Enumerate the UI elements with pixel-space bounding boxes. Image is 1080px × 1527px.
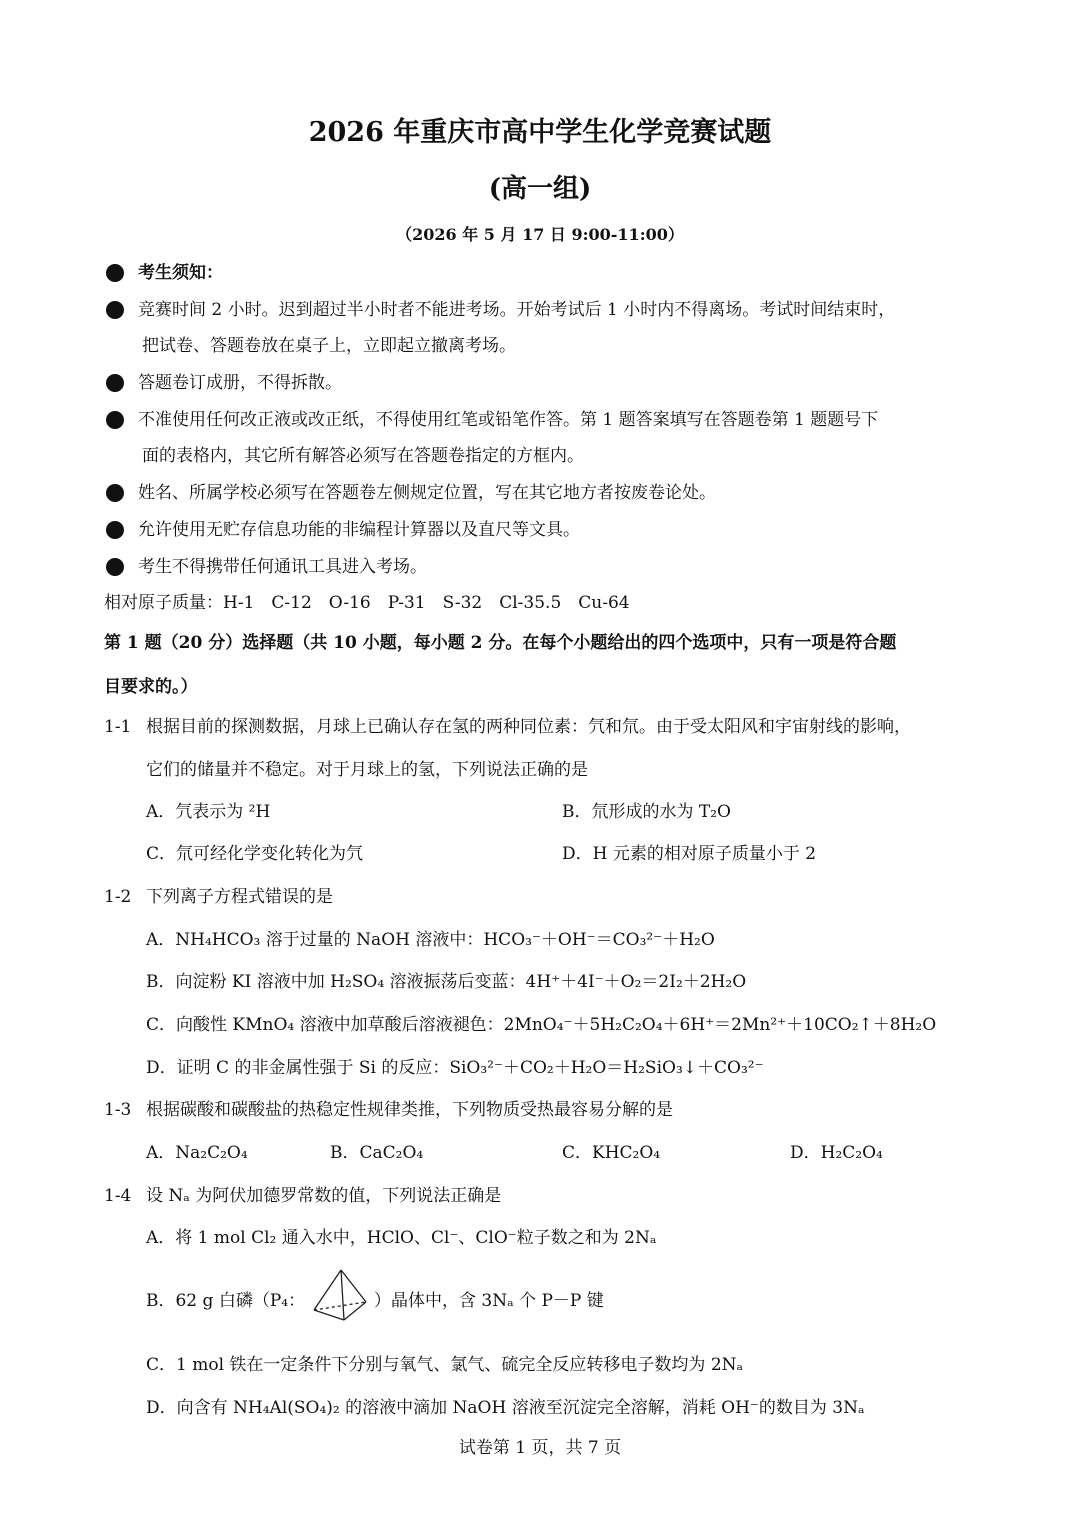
notice-item: 考生不得携带任何通讯工具进入考场。 (138, 557, 427, 577)
option-b: B．氘形成的水为 T₂O (562, 802, 731, 822)
section-heading: 目要求的。） (104, 677, 198, 697)
option-b-part2: ）晶体中，含 3Nₐ 个 P－P 键 (374, 1291, 604, 1311)
notice-item: 把试卷、答题卷放在桌子上，立即起立撤离考场。 (142, 336, 516, 356)
section-heading: 第 1 题（20 分）选择题（共 10 小题，每小题 2 分。在每个小题给出的四个选项中，只有一项是符合题 (104, 633, 897, 653)
option-c: C．氘可经化学变化转化为氕 (146, 844, 364, 864)
notice-item: 不准使用任何改正液或改正纸，不得使用红笔或铅笔作答。第 1 题答案填写在答题卷第 1 题题号下 (138, 410, 879, 430)
bullet-icon (106, 521, 124, 539)
option-d: D．H 元素的相对原子质量小于 2 (562, 844, 817, 864)
option-a: A．Na₂C₂O₄ (146, 1143, 248, 1163)
notice-item: 允许使用无贮存信息功能的非编程计算器以及直尺等文具。 (138, 520, 580, 540)
question-stem: 它们的储量并不稳定。对于月球上的氢，下列说法正确的是 (146, 760, 588, 780)
atomic-masses: 相对原子质量：H-1 C-12 O-16 P-31 S-32 Cl-35.5 Cu-64 (104, 593, 630, 613)
page-footer: 试卷第 1 页，共 7 页 (458, 1438, 622, 1458)
question-number: 1-3 (104, 1100, 132, 1120)
option-d: D．证明 C 的非金属性强于 Si 的反应：SiO₃²⁻＋CO₂＋H₂O＝H₂SiO₃↓＋CO₃²⁻ (146, 1058, 764, 1078)
option-a: A．氕表示为 ²H (146, 802, 271, 822)
bullet-icon (106, 264, 124, 282)
question-stem: 根据碳酸和碳酸盐的热稳定性规律类推，下列物质受热最容易分解的是 (146, 1100, 673, 1120)
question-stem: 设 Nₐ 为阿伏加德罗常数的值，下列说法正确是 (146, 1186, 502, 1206)
notice-item: 竞赛时间 2 小时。迟到超过半小时者不能进考场。开始考试后 1 小时内不得离场。考试时间结束时， (138, 300, 896, 320)
question-stem: 下列离子方程式错误的是 (146, 887, 333, 907)
option-d: D．H₂C₂O₄ (790, 1143, 883, 1163)
page-subtitle: (高一组) (488, 174, 592, 204)
notice-item: 姓名、所属学校必须写在答题卷左侧规定位置，写在其它地方者按废卷论处。 (138, 483, 716, 503)
option-d: D．向含有 NH₄Al(SO₄)₂ 的溶液中滴加 NaOH 溶液至沉淀完全溶解，消耗 OH⁻的数目为 3Nₐ (146, 1398, 865, 1418)
bullet-icon (106, 301, 124, 319)
question-stem: 根据目前的探测数据，月球上已确认存在氢的两种同位素：氕和氘。由于受太阳风和宇宙射线的影响， (146, 717, 911, 737)
option-c: C．1 mol 铁在一定条件下分别与氧气、氯气、硫完全反应转移电子数均为 2Nₐ (146, 1355, 744, 1375)
option-c: C．KHC₂O₄ (562, 1143, 661, 1163)
notice-heading: 考生须知： (138, 263, 223, 283)
question-number: 1-2 (104, 887, 132, 907)
white-phosphorus-tetrahedron-icon (308, 1266, 374, 1326)
exam-date: （2026 年 5 月 17 日 9:00-11:00） (396, 225, 684, 244)
option-b: B．CaC₂O₄ (330, 1143, 424, 1163)
bullet-icon (106, 411, 124, 429)
notice-item: 面的表格内，其它所有解答必须写在答题卷指定的方框内。 (142, 446, 584, 466)
question-number: 1-1 (104, 717, 132, 737)
page-title: 2026 年重庆市高中学生化学竞赛试题 (308, 117, 772, 148)
option-b: B．向淀粉 KI 溶液中加 H₂SO₄ 溶液振荡后变蓝：4H⁺＋4I⁻＋O₂＝2I₂＋2H₂O (146, 972, 747, 992)
question-number: 1-4 (104, 1186, 132, 1206)
option-b-part1: B．62 g 白磷（P₄： (146, 1291, 306, 1311)
option-a: A．NH₄HCO₃ 溶于过量的 NaOH 溶液中：HCO₃⁻＋OH⁻＝CO₃²⁻＋H₂O (146, 930, 715, 950)
bullet-icon (106, 484, 124, 502)
bullet-icon (106, 374, 124, 392)
bullet-icon (106, 558, 124, 576)
notice-item: 答题卷订成册，不得拆散。 (138, 373, 342, 393)
option-c: C．向酸性 KMnO₄ 溶液中加草酸后溶液褪色：2MnO₄⁻＋5H₂C₂O₄＋6H⁺＝2Mn²⁺＋10CO₂↑＋8H₂O (146, 1015, 937, 1035)
option-a: A．将 1 mol Cl₂ 通入水中，HClO、Cl⁻、ClO⁻粒子数之和为 2Nₐ (146, 1228, 657, 1248)
